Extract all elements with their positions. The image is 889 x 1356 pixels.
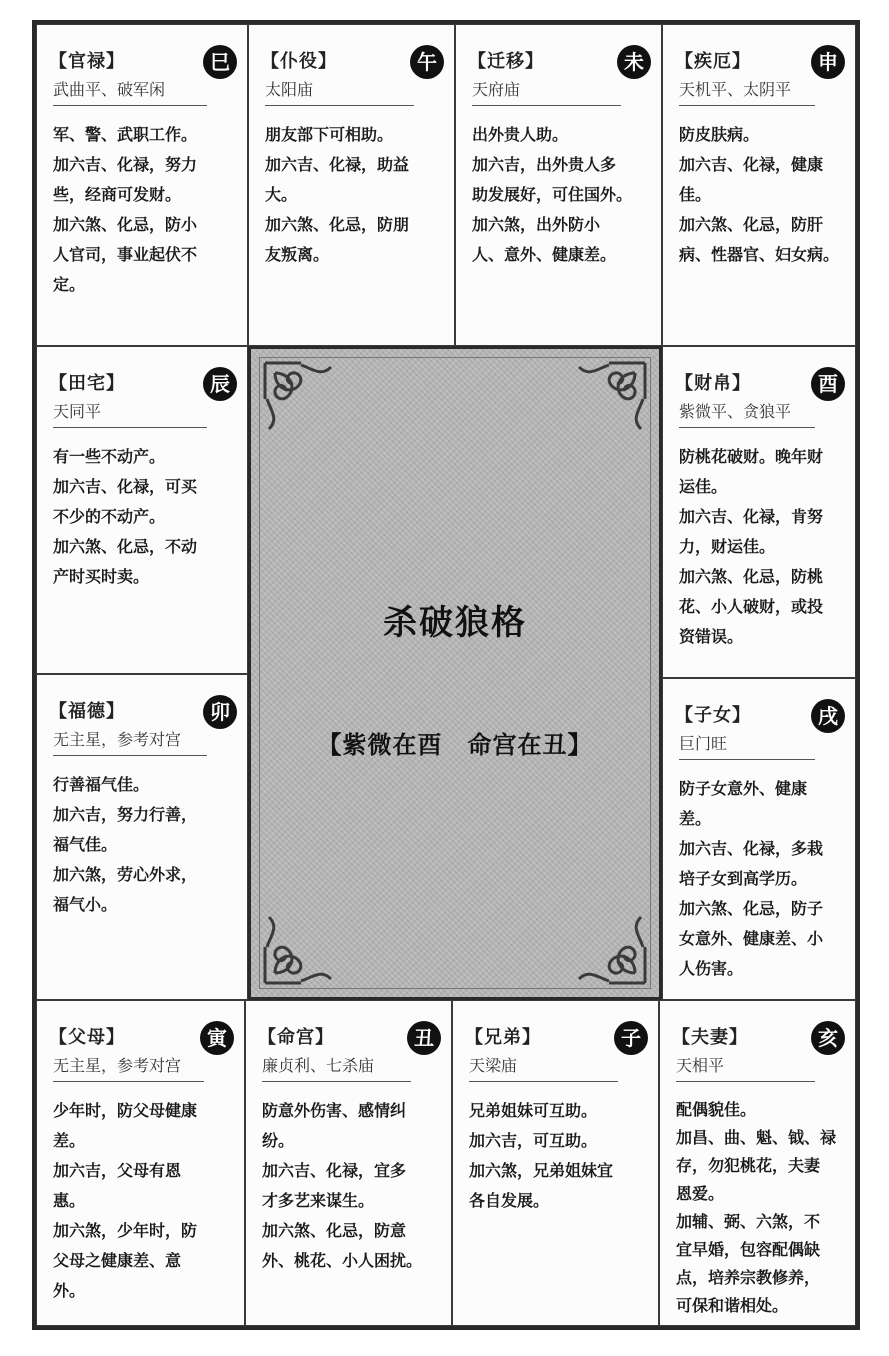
palace-stars: 紫微平、贪狼平 [679, 399, 815, 428]
palace-hai [659, 1000, 856, 1326]
desc-line: 加六煞、化忌，防肝 [679, 215, 824, 234]
palace-title: 【父母】 [49, 1027, 125, 1048]
branch-badge: 戌 [811, 699, 845, 733]
palace-title: 【夫妻】 [672, 1027, 748, 1048]
branch-badge: 辰 [203, 367, 237, 401]
desc-line: 大。 [265, 185, 298, 204]
palace-si [36, 24, 248, 346]
desc-line: 加六煞、化忌，防朋 [265, 215, 410, 234]
palace-description [469, 1096, 650, 1216]
desc-line: 加六吉、化禄，努力 [53, 155, 198, 174]
desc-line: 加六煞、化忌，防桃 [679, 567, 824, 586]
palace-title: 【迁移】 [468, 51, 544, 72]
branch-badge: 子 [614, 1021, 648, 1055]
desc-line: 有一些不动产。 [53, 447, 166, 466]
desc-line: 加六煞，出外防小 [472, 215, 601, 234]
palace-title: 【田宅】 [49, 373, 125, 394]
desc-line: 力，财运佳。 [679, 537, 776, 556]
palace-stars: 无主星，参考对宫 [53, 1053, 204, 1082]
desc-line: 行善福气佳。 [53, 775, 150, 794]
desc-line: 少年时，防父母健康 [53, 1101, 198, 1120]
desc-line: 惠。 [53, 1191, 86, 1210]
desc-line: 军、警、武职工作。 [53, 125, 198, 144]
branch-badge: 未 [617, 45, 651, 79]
desc-line: 差。 [53, 1131, 86, 1150]
desc-line: 防意外伤害、感情纠 [262, 1101, 407, 1120]
desc-line: 恩爱。 [676, 1184, 725, 1203]
palace-wu [248, 24, 455, 346]
desc-line: 各自发展。 [469, 1191, 550, 1210]
palace-mao [36, 674, 248, 1000]
branch-badge: 申 [811, 45, 845, 79]
desc-line: 加六吉、化禄，多栽 [679, 839, 824, 858]
branch-badge: 寅 [200, 1021, 234, 1055]
desc-line: 资错误。 [679, 627, 744, 646]
desc-line: 加六煞，少年时，防 [53, 1221, 198, 1240]
palace-description [676, 1096, 847, 1320]
palace-description [679, 120, 847, 270]
palace-stars: 武曲平、破军闲 [53, 77, 207, 106]
center-panel [248, 346, 662, 1000]
desc-line: 些，经商可发财。 [53, 185, 182, 204]
branch-badge: 亥 [811, 1021, 845, 1055]
desc-line: 父母之健康差、意 [53, 1251, 182, 1270]
palace-title: 【子女】 [675, 705, 751, 726]
palace-stars: 天机平、太阴平 [679, 77, 815, 106]
desc-line: 佳。 [679, 185, 712, 204]
desc-line: 可保和谐相处。 [676, 1296, 789, 1315]
palace-description [53, 442, 239, 592]
palace-description [53, 770, 239, 920]
palace-stars: 天相平 [676, 1053, 815, 1082]
desc-line: 出外贵人助。 [472, 125, 569, 144]
palace-description [679, 442, 847, 652]
palace-title: 【官禄】 [49, 51, 125, 72]
desc-line: 才多艺来谋生。 [262, 1191, 375, 1210]
corner-ornament-icon [261, 907, 341, 987]
palace-shen [662, 24, 856, 346]
palace-stars: 太阳庙 [265, 77, 414, 106]
palace-stars: 天梁庙 [469, 1053, 618, 1082]
branch-badge: 巳 [203, 45, 237, 79]
desc-line: 人、意外、健康差。 [472, 245, 617, 264]
desc-line: 产时买时卖。 [53, 567, 150, 586]
desc-line: 加六煞、化忌，不动 [53, 537, 198, 556]
desc-line: 外。 [53, 1281, 86, 1300]
branch-badge: 丑 [407, 1021, 441, 1055]
palace-stars: 无主星，参考对宫 [53, 727, 207, 756]
palace-description [53, 120, 239, 300]
palace-xu [662, 678, 856, 1000]
desc-line: 防桃花破财。晚年财 [679, 447, 824, 466]
desc-line: 差。 [679, 809, 712, 828]
palace-wei [455, 24, 662, 346]
palace-title: 【仆役】 [261, 51, 337, 72]
corner-ornament-icon [261, 359, 341, 439]
desc-line: 女意外、健康差、小 [679, 929, 824, 948]
desc-line: 培子女到高学历。 [679, 869, 808, 888]
corner-ornament-icon [569, 359, 649, 439]
desc-line: 花、小人破财，或投 [679, 597, 824, 616]
corner-ornament-icon [569, 907, 649, 987]
desc-line: 存，勿犯桃花，夫妻 [676, 1156, 821, 1175]
desc-line: 人官司，事业起伏不 [53, 245, 198, 264]
desc-line: 定。 [53, 275, 86, 294]
desc-line: 兄弟姐妹可互助。 [469, 1101, 598, 1120]
desc-line: 加六煞，劳心外求， [53, 865, 198, 884]
palace-zi [452, 1000, 659, 1326]
desc-line: 助发展好，可住国外。 [472, 185, 633, 204]
chart-pattern-subtitle: 【紫微在酉 命宫在丑】 [317, 731, 593, 759]
desc-line: 福气小。 [53, 895, 118, 914]
desc-line: 朋友部下可相助。 [265, 125, 394, 144]
palace-you [662, 346, 856, 678]
palace-stars: 廉贞利、七杀庙 [262, 1053, 411, 1082]
desc-line: 加六煞、化忌，防小 [53, 215, 198, 234]
desc-line: 配偶貌佳。 [676, 1100, 757, 1119]
desc-line: 加六吉、化禄，助益 [265, 155, 410, 174]
palace-description [679, 774, 847, 984]
desc-line: 防皮肤病。 [679, 125, 760, 144]
center-inner-frame [259, 357, 651, 989]
desc-line: 加昌、曲、魁、钺、禄 [676, 1128, 837, 1147]
desc-line: 外、桃花、小人困扰。 [262, 1251, 423, 1270]
desc-line: 加辅、弼、六煞，不 [676, 1212, 821, 1231]
palace-title: 【疾厄】 [675, 51, 751, 72]
palace-title: 【福德】 [49, 701, 125, 722]
palace-stars: 天同平 [53, 399, 207, 428]
palace-title: 【兄弟】 [465, 1027, 541, 1048]
palace-chou [245, 1000, 452, 1326]
desc-line: 防子女意外、健康 [679, 779, 808, 798]
branch-badge: 午 [410, 45, 444, 79]
palace-description [265, 120, 446, 270]
desc-line: 加六煞、化忌，防意 [262, 1221, 407, 1240]
desc-line: 加六煞，兄弟姐妹宜 [469, 1161, 614, 1180]
desc-line: 不少的不动产。 [53, 507, 166, 526]
desc-line: 点，培养宗教修养， [676, 1268, 821, 1287]
palace-description [472, 120, 653, 270]
desc-line: 福气佳。 [53, 835, 118, 854]
desc-line: 人伤害。 [679, 959, 744, 978]
desc-line: 加六煞、化忌，防子 [679, 899, 824, 918]
palace-title: 【财帛】 [675, 373, 751, 394]
palace-description [262, 1096, 443, 1276]
desc-line: 纷。 [262, 1131, 295, 1150]
chart-pattern-title: 杀破狼格 [383, 603, 527, 643]
desc-line: 加六吉、化禄，肯努 [679, 507, 824, 526]
desc-line: 加六吉、化禄，可买 [53, 477, 198, 496]
desc-line: 加六吉、化禄，宜多 [262, 1161, 407, 1180]
palace-description [53, 1096, 236, 1306]
palace-yin [36, 1000, 245, 1326]
desc-line: 加六吉，出外贵人多 [472, 155, 617, 174]
palace-chen [36, 346, 248, 674]
ziwei-chart [32, 20, 860, 1330]
desc-line: 加六吉，父母有恩 [53, 1161, 182, 1180]
desc-line: 加六吉，努力行善， [53, 805, 198, 824]
palace-stars: 巨门旺 [679, 731, 815, 760]
desc-line: 加六吉、化禄，健康 [679, 155, 824, 174]
branch-badge: 卯 [203, 695, 237, 729]
desc-line: 宜早婚，包容配偶缺 [676, 1240, 821, 1259]
branch-badge: 酉 [811, 367, 845, 401]
palace-title: 【命宫】 [258, 1027, 334, 1048]
desc-line: 运佳。 [679, 477, 728, 496]
desc-line: 友叛离。 [265, 245, 330, 264]
desc-line: 加六吉，可互助。 [469, 1131, 598, 1150]
desc-line: 病、性器官、妇女病。 [679, 245, 840, 264]
palace-stars: 天府庙 [472, 77, 621, 106]
